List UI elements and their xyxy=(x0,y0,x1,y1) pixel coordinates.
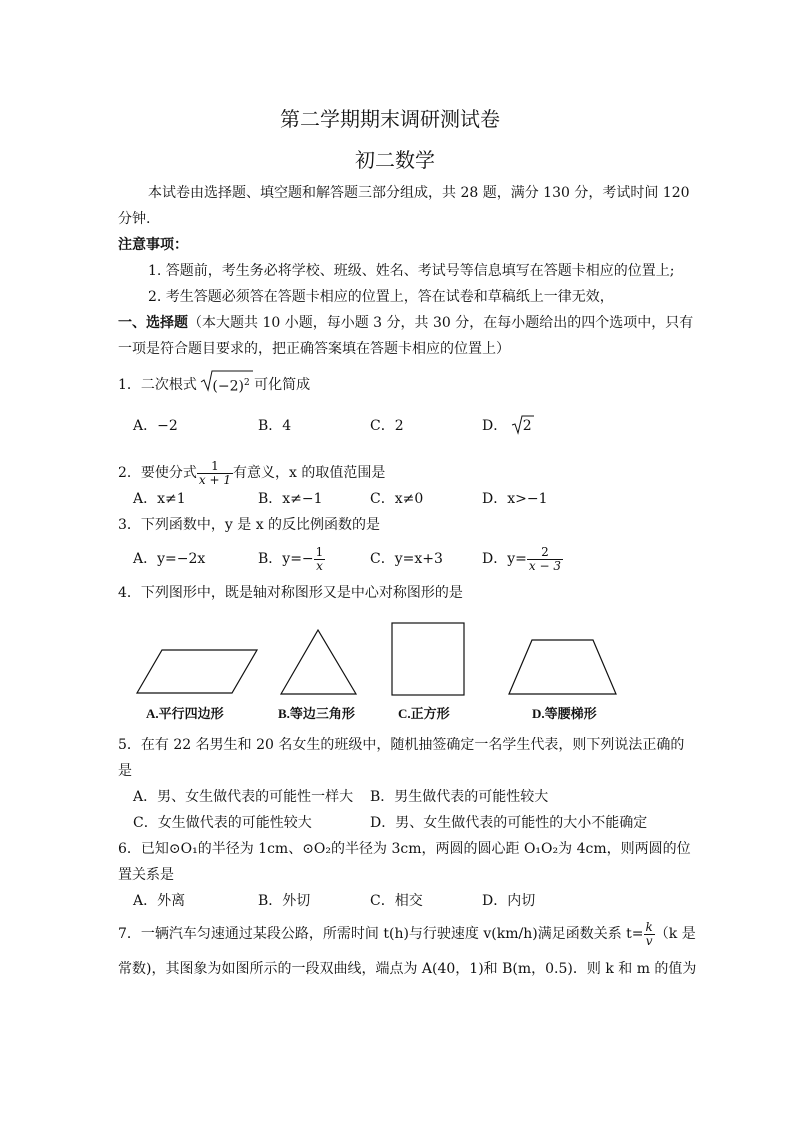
intro-line-1: 本试卷由选择题、填空题和解答题三部分组成，共 28 题，满分 130 分，考试时间 120 xyxy=(148,185,690,201)
q6-option-b: B．外切 xyxy=(258,893,311,909)
q4-caption-a: A.平行四边形 xyxy=(146,706,224,721)
q1-option-b: B．4 xyxy=(258,418,292,434)
q4-caption-c: C.正方形 xyxy=(398,706,450,721)
section-1-desc-2: 一项是符合题目要求的，把正确答案填在答题卡相应的位置上） xyxy=(118,341,510,357)
q5-option-c: C．女生做代表的可能性较大 xyxy=(133,815,312,831)
q5-option-a: A．男、女生做代表的可能性一样大 xyxy=(133,789,354,805)
question-7-line-2: 常数)，其图象为如图所示的一段双曲线，端点为 A(40，1)和 B(m，0.5)．则 k 和 m 的值为 xyxy=(118,961,697,977)
q1-option-c: C．2 xyxy=(370,418,404,434)
q1-suffix: 可化简成 xyxy=(254,376,311,393)
q3-option-b-fraction xyxy=(314,546,326,573)
notes-heading: 注意事项： xyxy=(118,237,188,253)
q3-option-d-denominator: x − 3 xyxy=(528,558,561,573)
q2-prefix: 2．要使分式 xyxy=(118,465,197,481)
q2-option-d: D．x>−1 xyxy=(482,491,548,507)
triangle-shape xyxy=(281,630,356,694)
question-4: 4．下列图形中，既是轴对称图形又是中心对称图形的是 xyxy=(118,585,463,601)
q1-option-d-prefix: D． xyxy=(482,418,508,434)
q7-suffix: （k 是 xyxy=(654,926,696,942)
q6-option-a: A．外离 xyxy=(133,893,186,909)
section-1-heading xyxy=(118,314,693,332)
q2-denominator: x + 1 xyxy=(198,472,232,487)
page-title: 第二学期期末调研测试卷 xyxy=(280,107,500,131)
q7-prefix: 7．一辆汽车匀速通过某段公路，所需时间 t(h)与行驶速度 v(km/h)满足函数关系 t= xyxy=(118,926,644,942)
q3-option-b-denominator: x xyxy=(316,558,323,573)
q2-numerator: 1 xyxy=(197,460,233,474)
q1-option-a: A．−2 xyxy=(133,418,178,434)
q1-option-d-radicand: 2 xyxy=(522,418,532,434)
q2-option-b: B．x≠−1 xyxy=(258,491,323,507)
q4-figures xyxy=(0,615,794,735)
q3-option-a: A．y=−2x xyxy=(133,551,206,567)
notes-item-2: 2. 考生答题必须答在答题卡相应的位置上，答在试卷和草稿纸上一律无效， xyxy=(148,289,614,305)
notes-item-1: 1. 答题前，考生务必将学校、班级、姓名、考试号等信息填写在答题卡相应的位置上; xyxy=(148,263,675,279)
question-5-line-2: 是 xyxy=(118,763,132,779)
question-7-line-1 xyxy=(118,915,696,953)
q5-option-b: B．男生做代表的可能性较大 xyxy=(370,789,549,805)
radical-sign-icon xyxy=(201,370,291,392)
q6-option-d: D．内切 xyxy=(482,893,536,909)
q3-option-d-numerator: 2 xyxy=(527,546,563,560)
q1-prefix: 1．二次根式 xyxy=(118,376,197,393)
q3-option-b-prefix: B．y=− xyxy=(258,551,314,567)
question-6-line-2: 置关系是 xyxy=(118,867,174,883)
page-subtitle: 初二数学 xyxy=(355,148,435,172)
q1-option-d xyxy=(482,417,532,435)
q3-option-b-numerator: 1 xyxy=(315,544,324,559)
question-6-line-1: 6．已知⊙O₁的半径为 1cm、⊙O₂的半径为 3cm，两圆的圆心距 O₁O₂为 4cm，则两圆的位 xyxy=(118,841,691,857)
q4-caption-b: B.等边三角形 xyxy=(278,706,355,721)
intro-line-2: 分钟. xyxy=(118,211,151,227)
radical-sign-icon xyxy=(512,415,542,435)
question-2 xyxy=(118,455,385,491)
q1-option-d-radical xyxy=(512,417,532,435)
q1-radical xyxy=(201,374,249,396)
parallelogram-shape xyxy=(137,650,257,693)
question-3: 3．下列函数中，y 是 x 的反比例函数的是 xyxy=(118,517,381,533)
q3-option-b xyxy=(258,542,325,576)
q2-fraction xyxy=(197,460,233,487)
q1-radicand: (−2) xyxy=(212,378,244,395)
q2-suffix: 有意义，x 的取值范围是 xyxy=(233,465,386,481)
q2-option-c: C．x≠0 xyxy=(370,491,424,507)
q7-denominator: v xyxy=(645,933,653,948)
q2-option-a: A．x≠1 xyxy=(133,491,186,507)
q3-option-d-fraction xyxy=(527,546,563,573)
q7-numerator: k xyxy=(645,919,653,934)
q6-option-c: C．相交 xyxy=(370,893,423,909)
question-1 xyxy=(118,374,310,396)
q3-option-c: C．y=x+3 xyxy=(370,551,443,567)
q4-caption-d: D.等腰梯形 xyxy=(532,706,597,721)
q5-option-d: D．男、女生做代表的可能性的大小不能确定 xyxy=(370,815,648,831)
question-5-line-1: 5．在有 22 名男生和 20 名女生的班级中，随机抽签确定一名学生代表，则下列说法正确的 xyxy=(118,737,685,753)
section-1-desc-1: （本大题共 10 小题，每小题 3 分，共 30 分，在每小题给出的四个选项中，只有 xyxy=(188,315,694,331)
q3-option-d xyxy=(482,542,563,576)
section-1-label: 一、 xyxy=(118,315,146,331)
square-shape xyxy=(392,623,464,695)
q3-option-d-prefix: D．y= xyxy=(482,551,527,567)
q1-exponent: 2 xyxy=(243,378,250,388)
trapezoid-shape xyxy=(509,640,616,694)
section-1-name: 选择题 xyxy=(146,315,188,331)
q7-fraction xyxy=(644,921,655,948)
